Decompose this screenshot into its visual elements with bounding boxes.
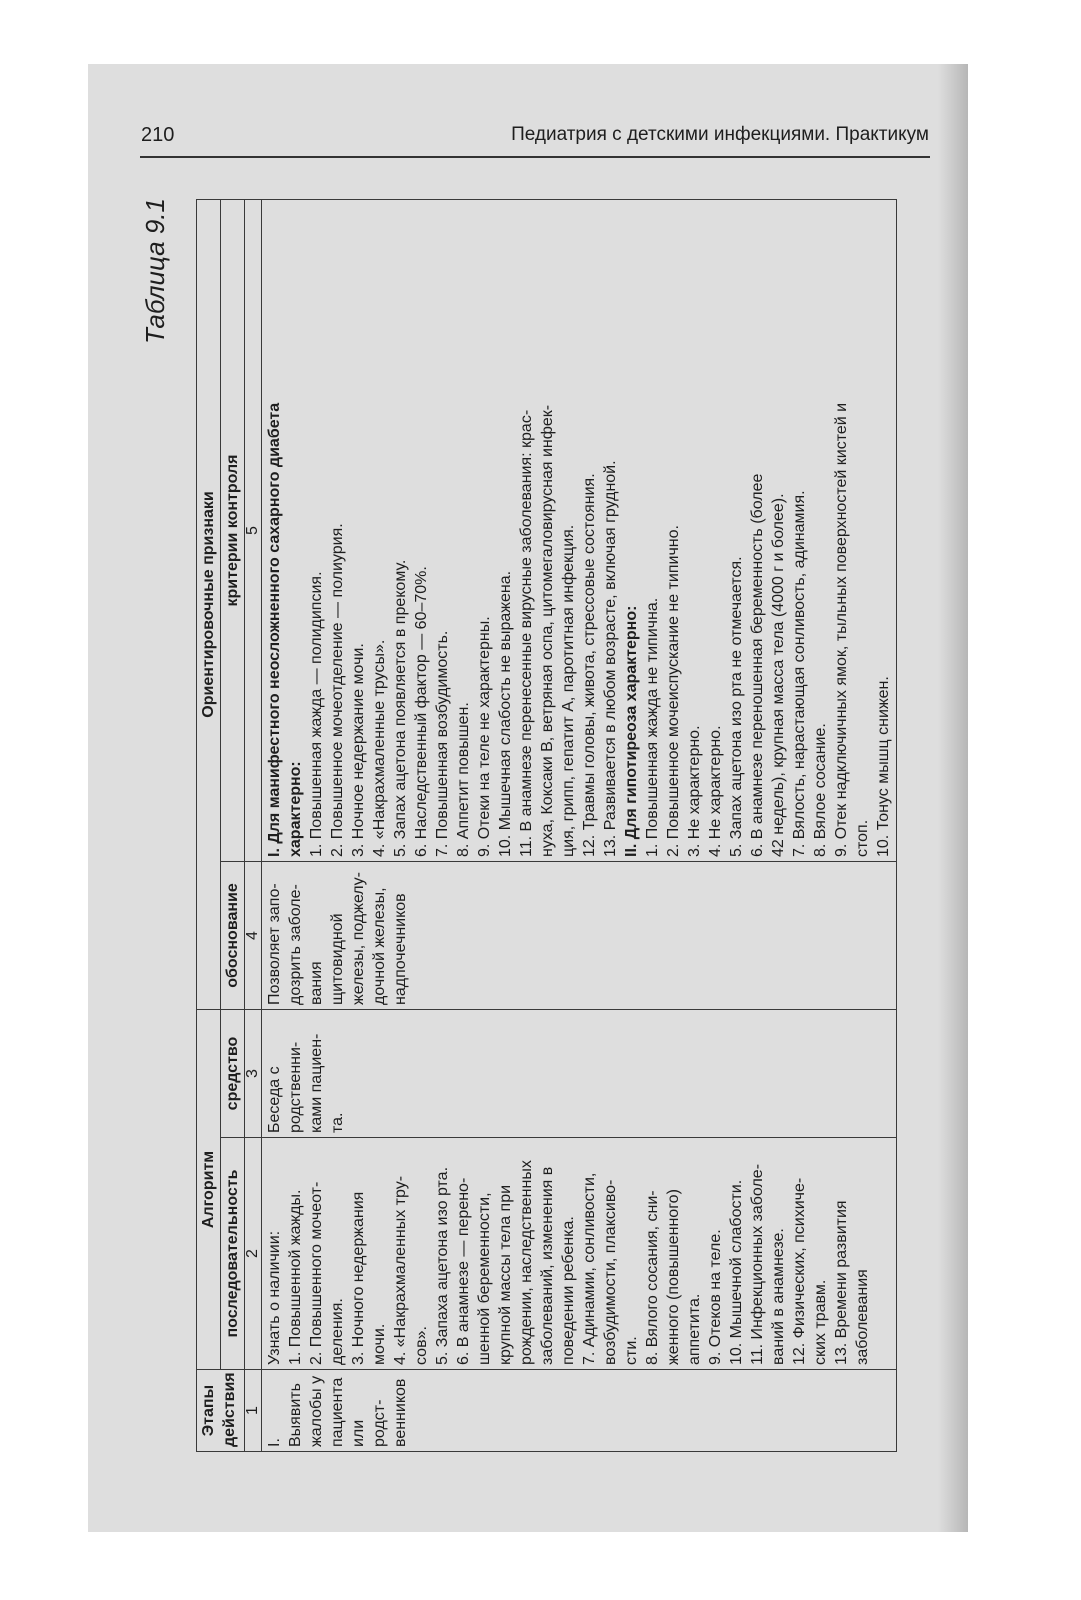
cell-line: 4. Не характерно. <box>707 725 724 857</box>
running-head: Педиатрия с детскими инфекциями. Практикум <box>511 124 929 145</box>
cell-line: 5. Запаха ацетона изо рта. <box>434 1166 451 1365</box>
cell-line: 5. Запах ацетона изо рта не отмечается. <box>728 556 745 857</box>
cell-criteria <box>262 199 897 861</box>
cell-line: вания щитовидной <box>308 913 346 1005</box>
cell-line: 7. Повышенная возбудимость. <box>434 630 451 857</box>
cell-line: стоп. <box>854 819 871 857</box>
cell-rationale <box>262 861 897 1009</box>
cell-line: сов». <box>413 1326 430 1365</box>
cell-line: аппетита. <box>686 1293 703 1365</box>
cell-line: I. Для манифестного неосложненного сахарного диабета <box>266 402 283 857</box>
cell-line: заболевания <box>854 1269 871 1365</box>
table-label: Таблица 9.1 <box>140 198 170 344</box>
cell-line: I. Выявить <box>266 1383 304 1447</box>
cell-line: ских травм. <box>812 1279 829 1365</box>
header-stages: Этапы действия <box>197 1370 245 1452</box>
cell-line: та. <box>329 1112 346 1133</box>
table-row <box>262 199 897 1451</box>
cell-line: 4. «Накрахмаленные трусы». <box>371 639 388 857</box>
rotated-table-area <box>140 180 930 1470</box>
criteria-table <box>196 199 897 1452</box>
column-number: 3 <box>245 1009 262 1137</box>
cell-line: 3. Не характерно. <box>686 725 703 857</box>
cell-line: 8. Вялое сосание. <box>812 723 829 857</box>
cell-line: 2. Повышенное мочеиспускание не типично. <box>665 525 682 857</box>
cell-line: рождении, наследственных <box>518 1160 535 1365</box>
column-number: 4 <box>245 861 262 1009</box>
cell-line: или родст- <box>350 1399 388 1447</box>
cell-line: мочи. <box>371 1323 388 1365</box>
column-number: 5 <box>245 199 262 861</box>
cell-line: венников <box>392 1378 409 1447</box>
cell-line: Беседа с <box>266 1066 283 1133</box>
cell-line: 5. Запах ацетона появляется в прекому. <box>392 559 409 857</box>
cell-line: 9. Отек надключичных ямок, тыльных поверхностей кистей и <box>833 402 850 857</box>
cell-line: 1. Повышенная жажда не типична. <box>644 597 661 857</box>
header-criteria: критерии контроля <box>221 199 245 861</box>
cell-sequence <box>262 1138 897 1370</box>
cell-line: 1. Повышенная жажда — полидипсия. <box>308 571 325 857</box>
cell-line: крупной массы тела при <box>497 1184 514 1365</box>
cell-line: 10. Мышечной слабости. <box>728 1179 745 1365</box>
cell-line: 8. Аппетит повышен. <box>455 702 472 857</box>
cell-line: 9. Отеков на теле. <box>707 1229 724 1365</box>
cell-line: Позволяет запо- <box>266 883 283 1005</box>
cell-line: ками пациен- <box>308 1033 325 1133</box>
cell-line: нуха, Коксаки В, ветряная оспа, цитомегаловирусная инфек- <box>539 404 556 857</box>
cell-line: 2. Повышенное мочеотделение — полиурия. <box>329 523 346 857</box>
header-rationale: обоснование <box>221 861 245 1009</box>
cell-line: сти. <box>623 1336 640 1365</box>
cell-line: поведении ребенка. <box>560 1216 577 1365</box>
header-algorithm: Алгоритм <box>197 1009 221 1369</box>
cell-line: 13. Развивается в любом возрасте, включая грудной. <box>602 460 619 857</box>
header-sequence: последовательность <box>221 1138 245 1370</box>
header-row-1 <box>197 199 221 1451</box>
header-rule <box>140 156 930 158</box>
column-number-row <box>245 199 262 1451</box>
cell-line: 13. Времени развития <box>833 1200 850 1365</box>
cell-line: 9. Отеки на теле не характерны. <box>476 616 493 857</box>
column-number: 2 <box>245 1138 262 1370</box>
cell-line: 8. Вялого сосания, сни- <box>644 1190 661 1365</box>
cell-line: 6. Наследственный фактор — 60–70%. <box>413 566 430 857</box>
cell-line: деления. <box>329 1298 346 1365</box>
cell-line: пациента <box>329 1377 346 1447</box>
cell-line: дочной железы, <box>371 887 388 1005</box>
cell-line: 6. В анамнезе — перено- <box>455 1177 472 1365</box>
cell-line: 12. Физических, психиче- <box>791 1177 808 1365</box>
cell-line: женного (повышенного) <box>665 1189 682 1365</box>
cell-line: 12. Травмы головы, живота, стрессовые состояния. <box>581 473 598 857</box>
cell-means <box>262 1009 897 1137</box>
cell-line: 11. В анамнезе перенесенные вирусные заболевания: крас- <box>518 409 535 857</box>
cell-stage <box>262 1370 897 1452</box>
column-number: 1 <box>245 1370 262 1452</box>
cell-line: II. Для гипотиреоза характерно: <box>623 605 640 857</box>
cell-line: 10. Тонус мышц снижен. <box>875 676 892 857</box>
rotated-content <box>140 180 930 1470</box>
cell-line: 10. Мышечная слабость не выражена. <box>497 570 514 857</box>
cell-line: шенной беременности, <box>476 1192 493 1365</box>
cell-line: ция, грипп, гепатит А, паротитная инфекция. <box>560 524 577 857</box>
cell-line: надпочечников <box>392 893 409 1005</box>
cell-line: 6. В анамнезе переношенная беременность (более <box>749 473 766 857</box>
cell-line: 3. Ночное недержание мочи. <box>350 643 367 857</box>
cell-line: Узнать о наличии: <box>266 1230 283 1365</box>
cell-line: жалобы у <box>308 1375 325 1447</box>
cell-line: 2. Повышенного мочеот- <box>308 1181 325 1365</box>
cell-line: возбудимости, плаксиво- <box>602 1179 619 1365</box>
cell-line: 42 недель), крупная масса тела (4000 г и более). <box>770 493 787 857</box>
scan-binding-shadow <box>938 64 968 1532</box>
cell-line: 3. Ночного недержания <box>350 1191 367 1365</box>
cell-line: 1. Повышенной жажды. <box>287 1189 304 1365</box>
cell-line: характерно: <box>287 761 304 857</box>
header-signs: Ориентировочные признаки <box>197 199 221 1009</box>
cell-line: 7. Адинамии, сонливости, <box>581 1172 598 1365</box>
page-number: 210 <box>141 124 175 146</box>
cell-line: заболеваний, изменения в <box>539 1166 556 1365</box>
cell-line: ваний в анамнезе. <box>770 1228 787 1365</box>
cell-line: дозрить заболе- <box>287 884 304 1005</box>
cell-line: железы, поджелу- <box>350 872 367 1005</box>
cell-line: 7. Вялость, нарастающая сонливость, адинамия. <box>791 490 808 857</box>
cell-line: 11. Инфекционных заболе- <box>749 1163 766 1365</box>
header-row-2 <box>221 199 245 1451</box>
header-means: средство <box>221 1009 245 1137</box>
cell-line: 4. «Накрахмаленных тру- <box>392 1175 409 1365</box>
cell-line: родственни- <box>287 1041 304 1133</box>
